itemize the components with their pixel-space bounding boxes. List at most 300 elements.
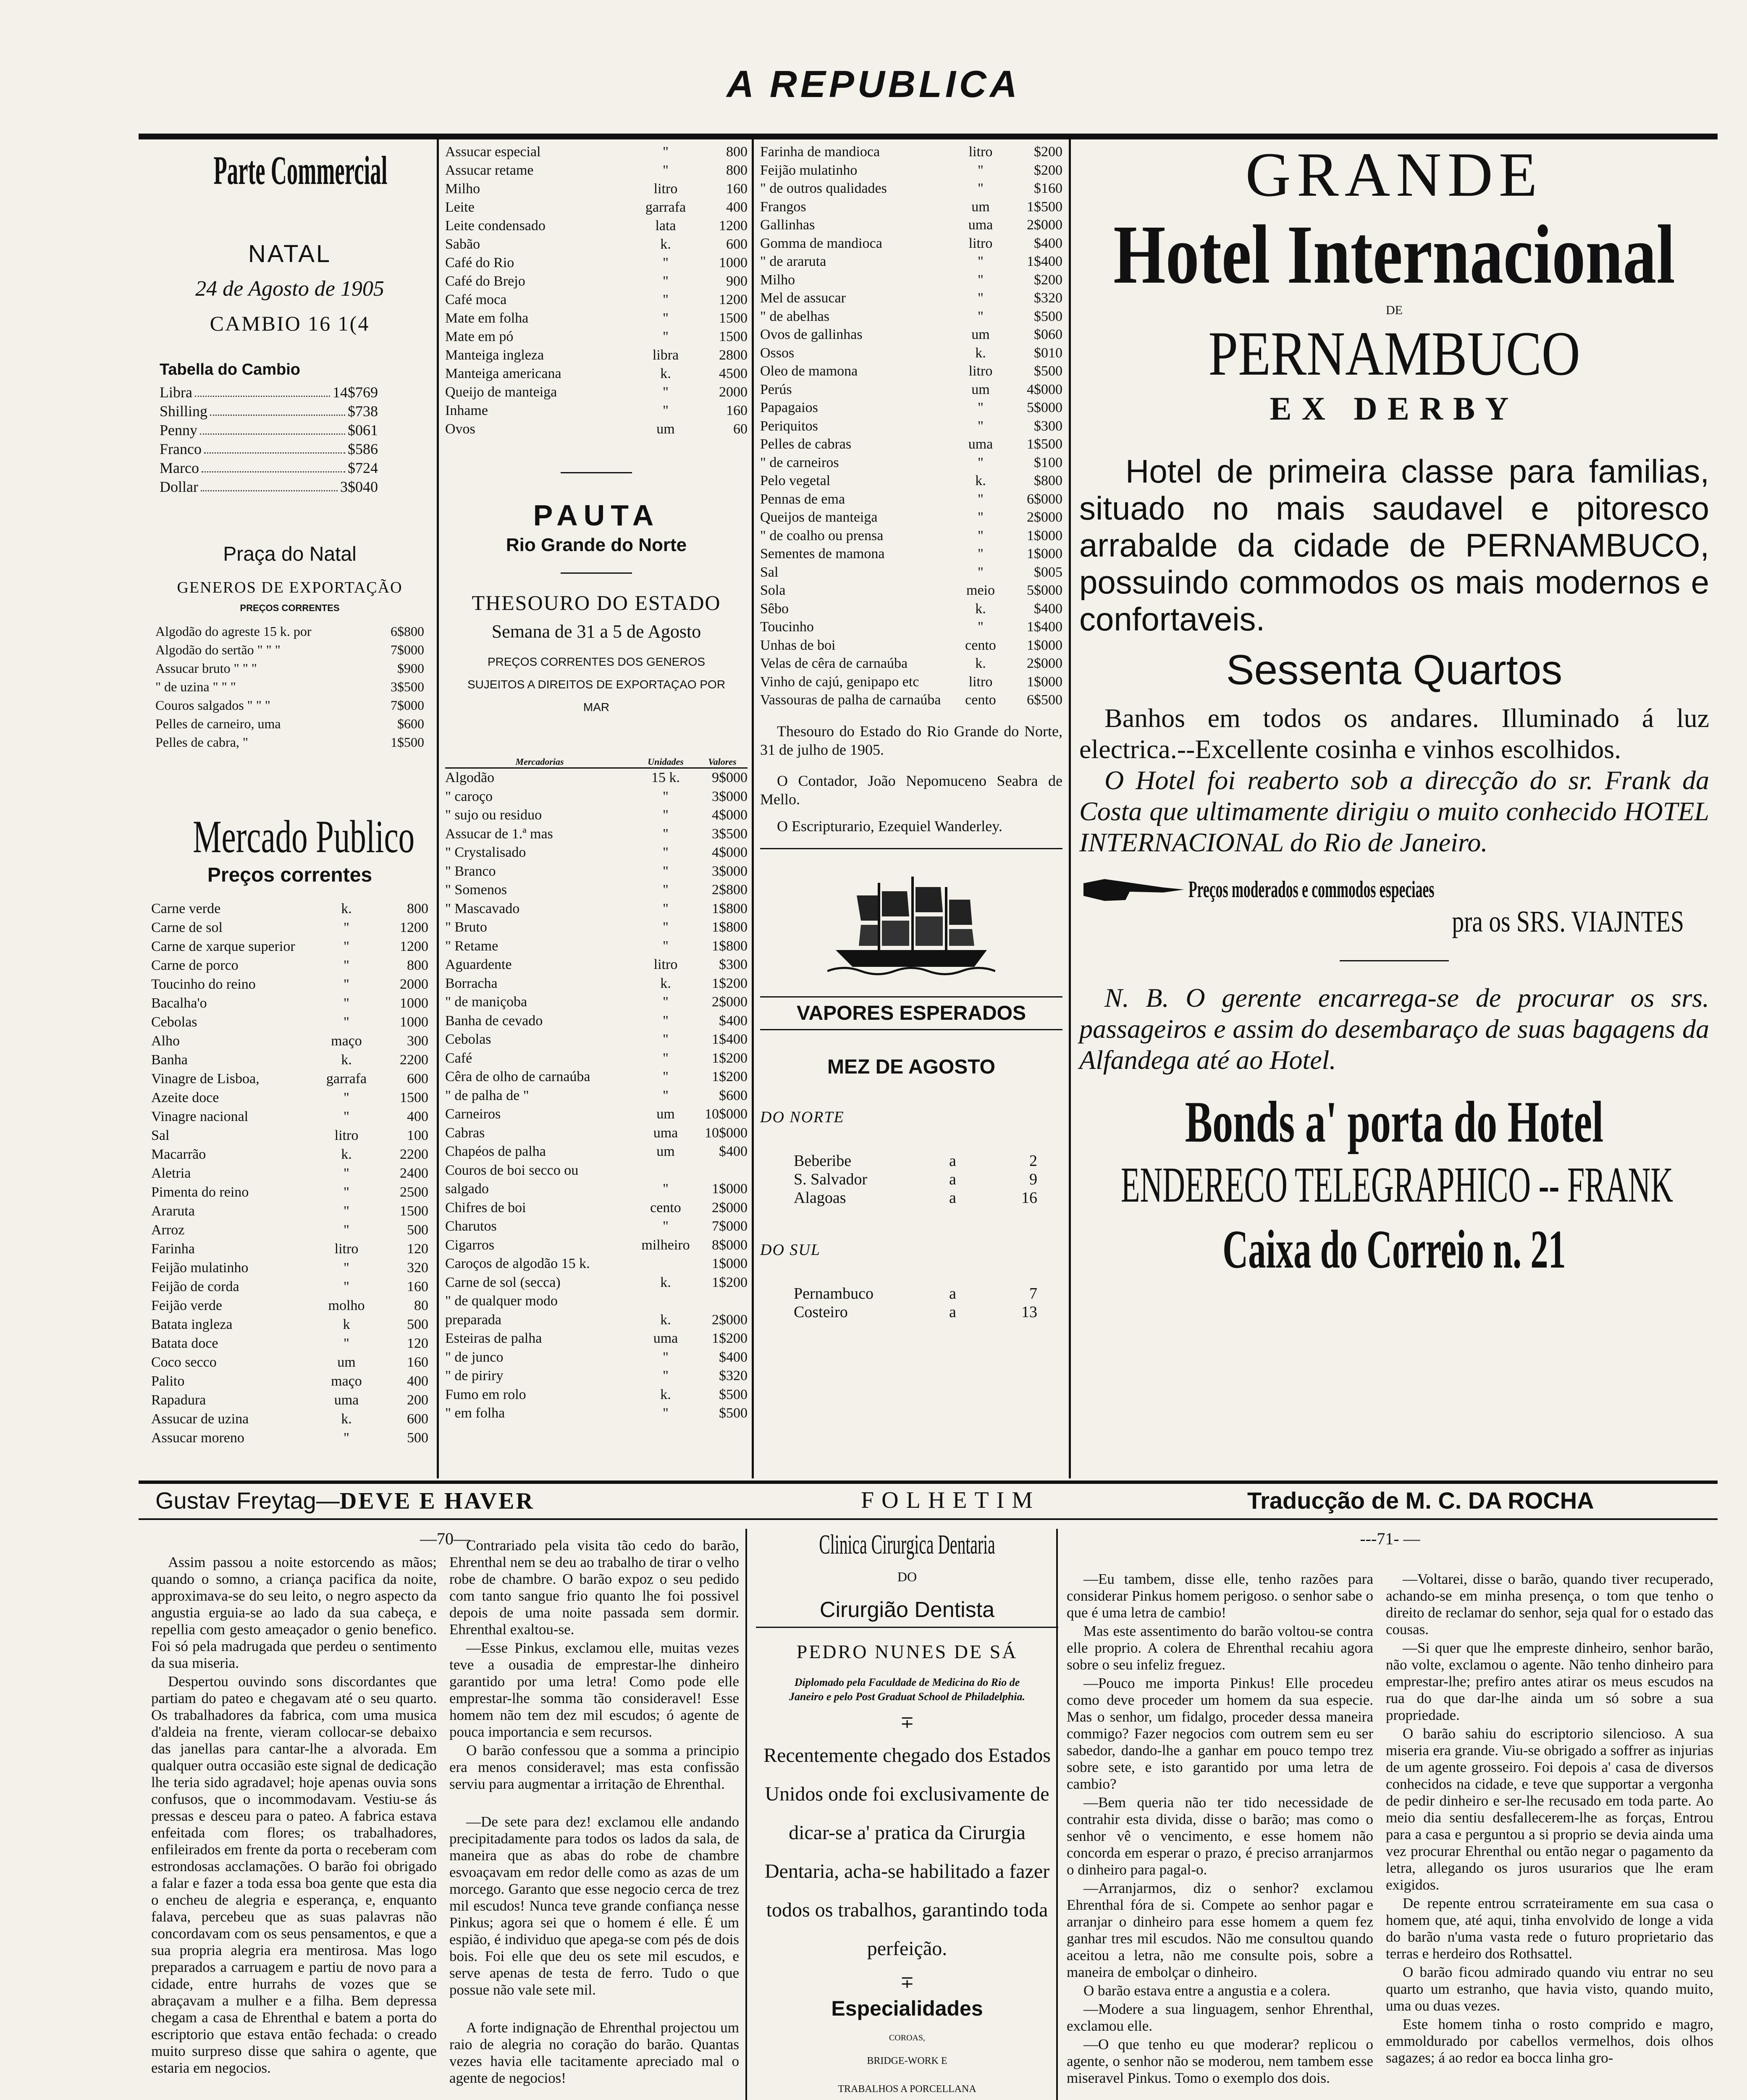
praca-title: Praça do Natal xyxy=(223,543,357,565)
exchange-row xyxy=(160,440,378,459)
market-row xyxy=(151,1050,428,1069)
export-name: Algodão do agreste 15 k. por xyxy=(155,624,312,639)
ship-day: 13 xyxy=(1021,1303,1037,1321)
item-name: Batata ingleza xyxy=(151,1317,233,1332)
item-name: Periquitos xyxy=(760,418,818,434)
folhetim-paragraph: —Arranjarmos, diz o senhor? exclamou Ehrenthal fóra de si. Compete ao senhor pagar e arranjar o dinheiro para esse homem a quem fez ganhar tres mil escudos. Não me consultou quando aceitou a letra, não me consulte pois, sobre a maneira de embolçar o dinheiro. xyxy=(1067,1880,1373,1980)
item-unit: k. xyxy=(341,1147,352,1162)
item-unit: k. xyxy=(660,366,671,381)
market-row xyxy=(151,1145,428,1164)
item-name: salgado xyxy=(445,1181,489,1197)
item-name: Papagaios xyxy=(760,400,818,415)
pauta-header xyxy=(445,756,748,769)
currency-name: Dollar xyxy=(160,478,198,495)
price-row xyxy=(760,490,1062,509)
mercado-sub: Preços correntes xyxy=(207,864,372,886)
folhetim-paragraph: —Bem queria não ter tido necessidade de contrahir esta divida, disse o barão; mas como o senhor vê o vencimento, e esse homem não concorda em esperar o prazo, é preciso arranjarmos o dinheiro para pagal-o. xyxy=(1067,1794,1373,1878)
item-unit: " xyxy=(663,788,669,804)
item-value: 1$800 xyxy=(712,938,748,954)
price-row xyxy=(760,143,1062,161)
item-name: Palito xyxy=(151,1373,185,1389)
item-name: Assucar de uzina xyxy=(151,1411,249,1427)
item-unit: cento xyxy=(965,637,996,653)
item-unit: " xyxy=(344,1336,349,1351)
item-name: Ossos xyxy=(760,345,795,361)
price-row xyxy=(760,636,1062,655)
item-unit: " xyxy=(663,900,669,916)
header-valores: Valores xyxy=(708,756,737,767)
item-value: $400 xyxy=(719,1144,748,1159)
divider xyxy=(1340,960,1449,961)
escripturario: O Escripturario, Ezequiel Wanderley. xyxy=(777,817,1002,835)
pauta-row xyxy=(445,1404,748,1423)
item-unit: k. xyxy=(660,1274,671,1290)
item-unit: " xyxy=(978,619,984,635)
item-unit: litro xyxy=(653,957,678,972)
pauta-row xyxy=(445,825,748,844)
price-row xyxy=(760,216,1062,234)
pauta-row xyxy=(445,1386,748,1404)
item-unit: " xyxy=(344,1222,349,1238)
pauta-row xyxy=(445,1105,748,1124)
item-unit: " xyxy=(344,1430,349,1446)
ship-row xyxy=(794,1189,1037,1207)
item-unit: " xyxy=(344,958,349,973)
item-unit: " xyxy=(663,826,669,842)
item-value: 300 xyxy=(407,1033,428,1049)
item-value: 10$000 xyxy=(705,1106,748,1122)
item-unit: molho xyxy=(328,1298,365,1313)
export-row xyxy=(155,714,424,733)
pauta-row xyxy=(445,1124,748,1143)
thesouro-note: Thesouro do Estado do Rio Grande do Norte, 31 de julho de 1905. xyxy=(760,722,1062,758)
pauta-row xyxy=(445,974,748,993)
currency-value: $061 xyxy=(348,422,378,438)
item-unit: " xyxy=(344,920,349,935)
market-row xyxy=(151,1183,428,1202)
item-value: 500 xyxy=(407,1317,428,1332)
price-row xyxy=(760,307,1062,326)
item-value: 1200 xyxy=(719,292,748,307)
item-value: 160 xyxy=(726,181,748,197)
item-value: $060 xyxy=(1034,327,1062,342)
item-name: Sêbo xyxy=(760,601,789,617)
item-unit: uma xyxy=(968,436,993,452)
item-value: 1$200 xyxy=(712,1331,748,1346)
hotel-viajantes: pra os SRS. VIAJNTES xyxy=(1452,905,1684,938)
item-unit: " xyxy=(978,454,984,470)
item-value: $200 xyxy=(1034,162,1062,178)
dentist-advertisement xyxy=(756,1529,1058,2100)
item-name: " de carneiros xyxy=(760,454,839,470)
market-row xyxy=(151,1164,428,1183)
price-row xyxy=(760,618,1062,636)
ship-prep: a xyxy=(949,1170,956,1188)
folhetim-paragraph: Assim passou a noite estorcendo as mãos; quando o somno, a criança pacifica da noite, approximava-se do seu leito, o negro aspecto da angustia erguia-se ao lado da sua cabeça, e repellia com gesto ameaçador o genio benefico. Foi só pela madrugada que perdeu o sentimento da sua miseria. xyxy=(151,1554,437,1671)
item-name: Feijão mulatinho xyxy=(151,1260,249,1276)
page-number-right: ---71- — xyxy=(1360,1529,1420,1548)
column-rule xyxy=(1069,139,1071,1478)
pauta-row xyxy=(445,788,748,806)
item-name: Velas de cêra de carnaúba xyxy=(760,656,908,671)
column-rule xyxy=(437,139,439,1478)
item-value: $400 xyxy=(1034,601,1062,617)
item-value: 1$800 xyxy=(712,919,748,935)
item-name: Chapéos de palha xyxy=(445,1144,546,1159)
export-value: 7$000 xyxy=(391,642,424,657)
market-row xyxy=(151,956,428,975)
item-unit: " xyxy=(663,1349,669,1365)
item-name: Cabras xyxy=(445,1125,485,1141)
item-name: Arroz xyxy=(151,1222,185,1238)
hotel-city: PERNAMBUCO xyxy=(1208,319,1580,388)
price-row xyxy=(760,454,1062,472)
section-rule xyxy=(139,1480,1718,1484)
item-value: $300 xyxy=(719,957,748,972)
folhetim-label: FOLHETIM xyxy=(861,1487,1041,1513)
market-row xyxy=(151,1069,428,1088)
item-value: $200 xyxy=(1034,144,1062,160)
item-unit: um xyxy=(971,381,990,397)
item-name: " Branco xyxy=(445,863,496,879)
divider xyxy=(756,1627,1058,1628)
price-row xyxy=(445,217,748,235)
item-value: 1500 xyxy=(400,1090,428,1105)
dot-leader xyxy=(204,440,345,454)
item-unit: um xyxy=(656,1144,675,1159)
item-value: 160 xyxy=(407,1279,428,1294)
export-row xyxy=(155,659,424,677)
item-unit xyxy=(634,1255,697,1273)
item-value xyxy=(697,1161,748,1180)
market-row xyxy=(151,918,428,937)
item-value: $400 xyxy=(1034,235,1062,251)
item-value: 1000 xyxy=(719,255,748,270)
divider xyxy=(760,996,1062,998)
hotel-bonds: Bonds a' porta do Hotel xyxy=(1185,1089,1604,1155)
export-name: Pelles de carneiro, uma xyxy=(155,716,281,731)
item-name: Caroços de algodão 15 k. xyxy=(445,1256,590,1271)
market-row xyxy=(151,1221,428,1239)
item-unit: " xyxy=(978,162,984,178)
ship-day: 2 xyxy=(1029,1152,1037,1170)
price-row xyxy=(760,326,1062,344)
dentist-body: Recentemente chegado dos Estados Unidos onde foi exclusivamente de dicar-se a' pratica da Cirurgia Dentaria, acha-se habilitado a fazer todos os trabalhos, garantindo toda perfeição. xyxy=(763,1744,1051,1960)
item-unit: " xyxy=(978,400,984,415)
dentist-porcelana: TRABALHOS A PORCELLANA xyxy=(838,2084,976,2095)
dentist-diploma: Diplomado pela Faculdade de Medicina do Rio de Janeiro e pelo Post Graduat School de Philadelphia. xyxy=(789,1676,1025,1703)
item-value: $200 xyxy=(1034,272,1062,288)
item-unit xyxy=(634,1161,697,1180)
price-row xyxy=(760,252,1062,271)
folhetim-paragraph: —Modere a sua linguagem, senhor Ehrenthal, exclamou elle. xyxy=(1067,2001,1373,2034)
item-value: 600 xyxy=(726,236,748,252)
item-name: Cebolas xyxy=(151,1014,197,1030)
export-value: 3$500 xyxy=(391,679,424,694)
item-name: " de maniçoba xyxy=(445,994,527,1010)
pauta-row xyxy=(445,1255,748,1273)
item-name: Sola xyxy=(760,583,786,598)
item-unit: um xyxy=(971,199,990,215)
ship-prep: a xyxy=(949,1152,956,1170)
item-unit: " xyxy=(663,273,669,289)
item-name: " de junco xyxy=(445,1349,504,1365)
item-value: $500 xyxy=(1034,308,1062,324)
currency-value: $586 xyxy=(348,441,378,457)
item-value: 5$000 xyxy=(1027,400,1062,415)
item-name: Sal xyxy=(151,1128,170,1143)
item-value: 1$200 xyxy=(712,975,748,991)
item-name: Sal xyxy=(760,564,779,580)
pauta-title: PAUTA xyxy=(533,499,660,532)
item-value: 1$000 xyxy=(1027,637,1062,653)
price-row xyxy=(760,234,1062,253)
price-row xyxy=(760,472,1062,490)
item-unit: " xyxy=(663,1087,669,1103)
price-row xyxy=(760,691,1062,709)
item-name: Carne verde xyxy=(151,901,221,916)
market-row xyxy=(151,1088,428,1107)
item-unit: k. xyxy=(975,656,986,671)
hotel-quartos: Sessenta Quartos xyxy=(1226,646,1563,693)
item-value: 4$000 xyxy=(1027,381,1062,397)
price-list-continued xyxy=(760,143,1062,709)
item-value xyxy=(697,1292,748,1311)
thesouro: THESOURO DO ESTADO xyxy=(472,591,721,614)
item-name: " Bruto xyxy=(445,919,487,935)
item-unit: litro xyxy=(334,1128,359,1143)
item-name: Feijão mulatinho xyxy=(760,162,858,178)
ship-day: 16 xyxy=(1021,1189,1037,1207)
item-unit: " xyxy=(344,1090,349,1105)
item-unit: garrafa xyxy=(326,1071,367,1087)
item-name: Coco secco xyxy=(151,1354,217,1370)
pauta-row xyxy=(445,769,748,788)
item-unit: " xyxy=(978,272,984,288)
item-unit: litro xyxy=(653,181,678,197)
ship-name: Costeiro xyxy=(794,1303,848,1321)
item-value: 2800 xyxy=(719,347,748,363)
dentist-sub: Cirurgião Dentista xyxy=(819,1598,995,1622)
item-name: Farinha xyxy=(151,1241,195,1257)
item-unit: litro xyxy=(968,144,993,160)
item-name: Perús xyxy=(760,381,792,397)
item-value: 100 xyxy=(407,1128,428,1143)
market-row xyxy=(151,1126,428,1145)
item-value: 900 xyxy=(726,273,748,289)
currency-name: Shilling xyxy=(160,403,208,420)
item-unit: " xyxy=(978,528,984,543)
market-row xyxy=(151,1428,428,1447)
pauta-row xyxy=(445,1217,748,1236)
price-row xyxy=(760,289,1062,307)
item-unit: cento xyxy=(965,692,996,708)
item-name: Vinagre de Lisboa, xyxy=(151,1071,260,1087)
hotel-de: DE xyxy=(1386,303,1403,317)
item-unit: um xyxy=(656,1106,675,1122)
item-name: Farinha de mandioca xyxy=(760,144,880,160)
pauta-row xyxy=(445,881,748,900)
item-name: Pennas de ema xyxy=(760,491,845,507)
item-name: Mel de assucar xyxy=(760,290,846,306)
price-row xyxy=(445,198,748,217)
item-unit: " xyxy=(978,308,984,324)
item-unit: " xyxy=(663,329,669,344)
item-name: Esteiras de palha xyxy=(445,1331,542,1346)
pauta-row xyxy=(445,1367,748,1386)
item-value: $160 xyxy=(1034,181,1062,196)
divider xyxy=(760,848,1062,849)
price-row xyxy=(760,417,1062,436)
item-name: Mate em folha xyxy=(445,310,529,326)
market-row xyxy=(151,1315,428,1334)
item-name: " de araruta xyxy=(760,254,826,269)
hotel-name: Hotel Internacional xyxy=(1113,208,1675,301)
item-unit: k. xyxy=(975,601,986,617)
item-unit: " xyxy=(978,509,984,525)
export-name: Algodão do sertão " " " xyxy=(155,642,281,657)
folhetim-paragraph: O barão estava entre a angustia e a colera. xyxy=(1083,1982,1330,1999)
item-value: 4500 xyxy=(719,366,748,381)
item-name: Assucar especial xyxy=(445,144,541,160)
folhetim-paragraph: Mas este assentimento do barão voltou-se contra elle proprio. A colera de Ehrenthal recahiu agora sobre o seu infeliz freguez. xyxy=(1067,1623,1373,1673)
hotel-precos-text: Preços moderados e commodos especiaes xyxy=(1188,877,1435,903)
item-name: Café xyxy=(445,1050,472,1066)
folhetim-paragraph: Despertou ouvindo sons discordantes que partiam do pateo e chegavam até o seu quarto. Os trabalhadores da fabrica, com uma musica d'aldeia na frente, vieram collocar-se debaixo das janellas para cantar-lhe a alvorada. Em qualquer outra occasião este signal de dedicação lhe teria sido agradavel; hoje apenas ouvia sons confusos, que o incommodavam. Vestiu-se ás pressas e desceu para o pateo. A fabrica estava enfeitada com flores; os trabalhadores, enfileirados em frente da porta o receberam com estrondosas acclamações. O barão foi obrigado a falar e fazer a toda essa boa gente que esta dia o encheu de alegria e esperança, e, enquanto falava, percebeu que as suas palavras não concordavam com os seus pensamentos, e que a sua propria alegria era mentirosa. Mas logo preparados a carruagem e partiu de novo para a cidade, entre hurrahs de vozes que se abraçavam a mulher e a filha. Bem depressa chegam a casa de Ehrenthal e batem a porta do escriptorio que estava então fechada: o creado muito surpreso disse que sahira o agente, que estaria em negocios. xyxy=(151,1673,437,2076)
market-row xyxy=(151,1334,428,1353)
item-name: Feijão verde xyxy=(151,1298,222,1313)
item-name: Ovos de gallinhas xyxy=(760,327,863,342)
hotel-nb: N. B. O gerente encarrega-se de procurar os srs. passageiros e assim do desembaraço de suas bagagens da Alfandega até ao Hotel. xyxy=(1079,983,1709,1075)
pauta-row xyxy=(445,862,748,881)
ship-day: 9 xyxy=(1029,1170,1037,1188)
item-name: Assucar moreno xyxy=(151,1430,244,1446)
semana: Semana de 31 a 5 de Agosto xyxy=(491,621,701,642)
folhetim-paragraph: —O que tenho eu que moderar? replicou o agente, o senhor não se moderou, nem tambem esse miseravel Pinkus. Tomo o exemplo dos dois. xyxy=(1067,2036,1373,2086)
price-row xyxy=(445,309,748,328)
item-unit: k. xyxy=(975,473,986,488)
market-row xyxy=(151,1391,428,1410)
item-name: Fumo em rolo xyxy=(445,1386,526,1402)
item-value: 1$000 xyxy=(1027,674,1062,690)
item-value: 1500 xyxy=(719,310,748,326)
item-unit: " xyxy=(344,1109,349,1124)
market-row xyxy=(151,1277,428,1296)
price-row xyxy=(760,161,1062,180)
item-name: Pimenta do reino xyxy=(151,1184,249,1200)
item-unit: " xyxy=(344,976,349,992)
item-unit: " xyxy=(344,1184,349,1200)
cambio: CAMBIO 16 1(4 xyxy=(210,312,370,335)
item-unit: milheiro xyxy=(641,1237,690,1253)
item-value: 1000 xyxy=(400,995,428,1011)
ship-row xyxy=(794,1284,1037,1303)
price-row xyxy=(760,508,1062,527)
price-row xyxy=(445,161,748,180)
price-row xyxy=(760,381,1062,399)
item-name: Araruta xyxy=(151,1203,195,1219)
market-row xyxy=(151,899,428,918)
market-row xyxy=(151,1202,428,1221)
hotel-body: Hotel de primeira classe para familias, situado no mais saudavel e pitoresco arrabalde da cidade de PERNAMBUCO, possuindo commodos os mais modernos e confortaveis. xyxy=(1079,453,1709,638)
ship-icon xyxy=(827,870,995,979)
folhetim-paragraph: Contrariado pela visita tão cedo do barão, Ehrenthal nem se deu ao trabalho de tirar o velho robe de chambre. O barão expoz o seu pedido com tanto sangue frio quanto lhe foi possivel depois de uma noite passada sem dormir. Ehrenthal exaltou-se. xyxy=(449,1537,739,1638)
item-unit: " xyxy=(663,994,669,1010)
folhetim-paragraph: —Voltarei, disse o barão, quando tiver recuperado, achando-se em minha presença, o tom que tenho o direito de reclamar do senhor, seja qual for o estado das cousas. xyxy=(1386,1571,1713,1638)
market-price-table xyxy=(151,899,428,1447)
item-unit: " xyxy=(663,1181,669,1197)
hotel-banhos: Banhos em todos os andares. Illuminado á luz electrica.--Excellente cosinha e vinhos escolhidos. xyxy=(1079,703,1709,764)
export-value: 6$800 xyxy=(391,624,424,639)
item-unit: " xyxy=(663,403,669,418)
item-name: Cigarros xyxy=(445,1237,495,1253)
item-name: Toucinho xyxy=(760,619,814,635)
hotel-caixa: Caixa do Correio n. 21 xyxy=(1222,1219,1566,1280)
do-sul: DO SUL xyxy=(760,1241,821,1259)
precos-correntes: PREÇOS CORRENTES xyxy=(240,603,340,613)
mercado-title: Mercado Publico xyxy=(193,811,415,862)
price-row xyxy=(760,399,1062,417)
item-unit: " xyxy=(978,546,984,562)
market-row xyxy=(151,975,428,994)
price-row xyxy=(760,581,1062,600)
item-name: Toucinho do reino xyxy=(151,976,256,992)
item-value: 1$200 xyxy=(712,1274,748,1290)
item-unit: " xyxy=(663,1069,669,1084)
vapores-month: MEZ DE AGOSTO xyxy=(827,1055,996,1078)
item-unit: " xyxy=(978,290,984,306)
item-name: Alho xyxy=(151,1033,180,1049)
price-row xyxy=(445,272,748,291)
dentist-name: PEDRO NUNES DE SÁ xyxy=(796,1641,1018,1662)
price-row xyxy=(445,383,748,402)
item-unit: " xyxy=(663,845,669,860)
item-value: 800 xyxy=(726,163,748,178)
pauta-row xyxy=(445,937,748,956)
item-value: 1$400 xyxy=(1027,254,1062,269)
item-value: 7$000 xyxy=(712,1218,748,1234)
pauta-row xyxy=(445,1292,748,1311)
pauta-row xyxy=(445,1049,748,1068)
price-row xyxy=(445,346,748,365)
hotel-reaberto: O Hotel foi reaberto sob a direcção do sr. Frank da Costa que ultimamente dirigiu o muito conhecido HOTEL INTERNACIONAL do Rio de Janeiro. xyxy=(1079,765,1709,857)
vapores-title: VAPORES ESPERADOS xyxy=(797,1002,1026,1024)
item-name: " caroço xyxy=(445,788,493,804)
pauta-table xyxy=(445,769,748,1423)
folhetim-paragraph: —Pouco me importa Pinkus! Elle procedeu como deve proceder um homem da sua especie. Mas o senhor, um fidalgo, proceder dessa maneira commigo? Fazer negocios com outrem sem eu ser sabedor, dando-lhe a ganhar em pouco tempo trez sobre sete, e isto garantido por uma letra de cambio? xyxy=(1067,1675,1373,1792)
ship-row xyxy=(794,1303,1037,1321)
item-value: 1200 xyxy=(400,920,428,935)
item-name: Café do Rio xyxy=(445,255,514,270)
item-name: " em folha xyxy=(445,1405,505,1421)
ship-prep: a xyxy=(949,1303,956,1321)
header-mercadorias: Mercadorias xyxy=(515,756,564,767)
folhetim-paragraph: —Si quer que lhe empreste dinheiro, senhor barão, não volte, exclamou o agente. Não tenho dinheiro para emprestar-lhe; prefiro antes atirar os meus escudos na rua do que dar-lhe ainda um só sobre a sua propriedade. xyxy=(1386,1640,1713,1723)
item-unit: libra xyxy=(652,347,679,363)
item-unit: " xyxy=(344,1279,349,1294)
folhetim-column-3 xyxy=(1067,1571,1373,2088)
item-value: 160 xyxy=(726,403,748,418)
pauta-state: Rio Grande do Norte xyxy=(506,535,687,555)
folhetim-paragraph: O barão sahiu do escriptorio silencioso. A sua miseria era grande. Viu-se obrigado a soffrer as injurias de um agente grosseiro. Foi depois a' casa de diversos conhecidos na cidade, e teve que supportar a vergonha de pedir dinheiro e ser-lhe recusado em toda parte. Ao meio dia sentiu desfallecerem-lhe as forças, Entrou para a casa e perguntou a si proprio se devia ainda uma vez procurar Ehrenthal ou então negar o pagamento da letra, allegando os juros usurarios que lhe eram exigidos. xyxy=(1386,1725,1713,1893)
item-value: $500 xyxy=(719,1386,748,1402)
pauta-row xyxy=(445,1329,748,1348)
price-row xyxy=(760,271,1062,289)
pointing-hand-icon xyxy=(1079,875,1188,904)
item-value: 2200 xyxy=(400,1147,428,1162)
item-value: 1200 xyxy=(719,218,748,234)
item-name: Gomma de mandioca xyxy=(760,235,882,251)
